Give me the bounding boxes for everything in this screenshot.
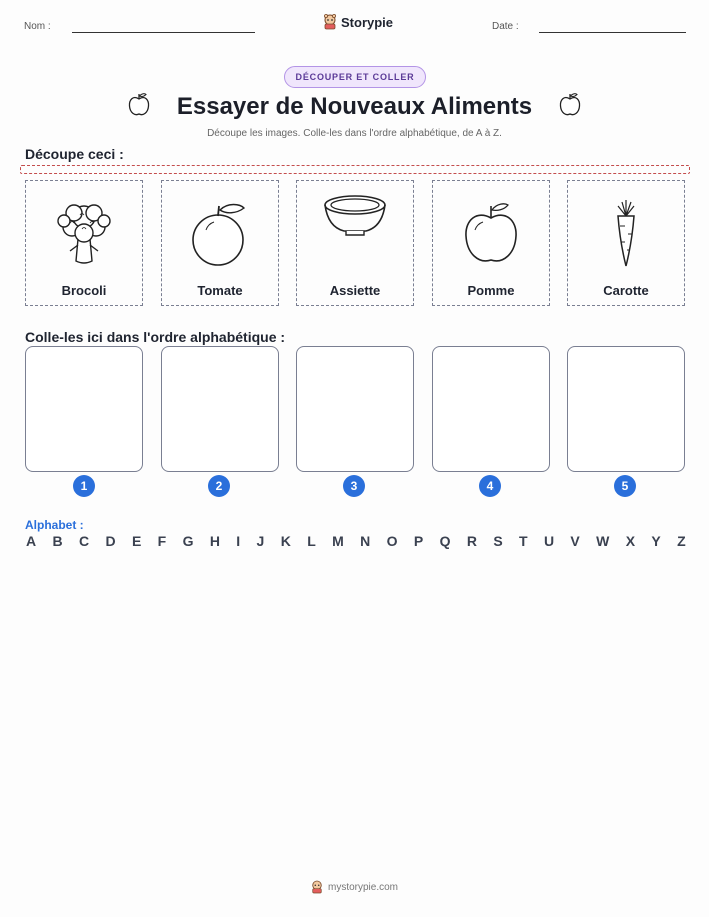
cut-card-tomate[interactable]	[161, 180, 279, 306]
alphabet-letter: A	[26, 533, 37, 549]
alphabet-letter: L	[307, 533, 316, 549]
alphabet-row	[26, 533, 686, 549]
alphabet-letter: G	[182, 533, 194, 549]
alphabet-letter: R	[466, 533, 477, 549]
paste-slot[interactable]	[25, 346, 143, 472]
slot-number: 4	[479, 475, 501, 497]
alphabet-letter: P	[413, 533, 424, 549]
paste-slot[interactable]	[161, 346, 279, 472]
alphabet-letter: I	[236, 533, 241, 549]
cut-card-assiette[interactable]	[296, 180, 414, 306]
alphabet-letter: Q	[439, 533, 451, 549]
alphabet-letter: C	[78, 533, 90, 549]
alphabet-letter: O	[386, 533, 398, 549]
alphabet-letter: X	[625, 533, 636, 549]
alphabet-letter: S	[493, 533, 503, 549]
storypie-mascot-icon	[311, 880, 323, 894]
bowl-icon	[322, 193, 388, 239]
alphabet-letter: W	[596, 533, 610, 549]
alphabet-letter: N	[360, 533, 371, 549]
alphabet-letter: K	[280, 533, 291, 549]
alphabet-letter: B	[52, 533, 63, 549]
cut-heading: Découpe ceci :	[25, 146, 124, 162]
slot-number: 5	[614, 475, 636, 497]
alphabet-letter: M	[332, 533, 344, 549]
cut-card-carotte[interactable]	[567, 180, 685, 306]
footer-url[interactable]: mystorypie.com	[327, 881, 398, 893]
paste-slot[interactable]	[432, 346, 550, 472]
alphabet-letter: Z	[677, 533, 686, 549]
name-label: Nom :	[24, 21, 51, 32]
alphabet-letter: U	[543, 533, 555, 549]
alphabet-letter: H	[209, 533, 220, 549]
paste-slot[interactable]	[567, 346, 685, 472]
card-label: Tomate	[197, 283, 243, 298]
slot-number: 1	[73, 475, 95, 497]
tomato-icon	[190, 200, 250, 268]
cut-card-pomme[interactable]	[432, 180, 550, 306]
brand-name: Storypie	[341, 14, 394, 30]
slot-number: 2	[208, 475, 230, 497]
carrot-icon	[606, 198, 646, 270]
date-line[interactable]	[539, 32, 686, 33]
alphabet-letter: F	[157, 533, 167, 549]
alphabet-letter: T	[519, 533, 528, 549]
page-title: Essayer de Nouveaux Aliments	[176, 93, 533, 120]
apple-icon	[461, 200, 521, 268]
alphabet-letter: D	[105, 533, 116, 549]
instructions: Découpe les images. Colle-les dans l'ordre alphabétique, de A à Z.	[207, 128, 502, 139]
cut-card-brocoli[interactable]	[25, 180, 143, 306]
brand-logo	[323, 14, 393, 30]
cut-line	[20, 165, 690, 174]
alphabet-letter: V	[570, 533, 580, 549]
alphabet-letter: Y	[651, 533, 661, 549]
name-line[interactable]	[72, 32, 255, 33]
apple-icon	[558, 92, 582, 118]
footer	[0, 880, 709, 894]
alphabet-letter: E	[131, 533, 142, 549]
paste-slot[interactable]	[296, 346, 414, 472]
activity-badge: DÉCOUPER ET COLLER	[284, 66, 426, 88]
storypie-mascot-icon	[323, 14, 337, 30]
card-label: Pomme	[467, 283, 515, 298]
card-label: Assiette	[329, 283, 381, 298]
paste-heading: Colle-les ici dans l'ordre alphabétique :	[25, 329, 286, 345]
alphabet-letter: J	[256, 533, 265, 549]
card-label: Brocoli	[61, 283, 107, 298]
broccoli-icon	[52, 199, 116, 269]
slot-number: 3	[343, 475, 365, 497]
card-label: Carotte	[603, 283, 649, 298]
alphabet-heading: Alphabet :	[25, 518, 84, 532]
date-label: Date :	[492, 21, 519, 32]
